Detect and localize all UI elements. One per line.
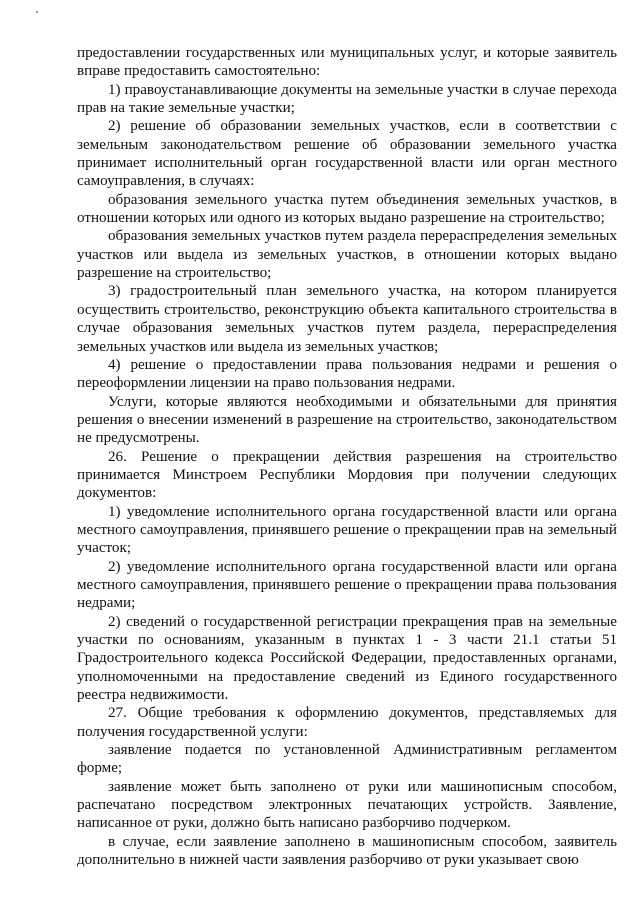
- paragraph-26-item-1: 1) уведомление исполнительного органа государственной власти или органа местного самоуправления, принявшего решение о прекращении прав на земельный участок;: [77, 503, 617, 557]
- paragraph-item-3: 3) градостроительный план земельного участка, на котором планируется осуществить строительство, реконструкцию объекта капитального строительства в случае образования земельных участков путем раздела, перераспределения земельных участков или выдела из земельных участков;: [77, 283, 617, 355]
- paragraph-26-item-2b: 2) сведений о государственной регистрации прекращения прав на земельные участки по основаниям, указанным в пунктах 1 - 3 части 21.1 статьи 51 Градостроительного кодекса Российской Федерации, предоставленных органами, уполномоченными на предоставление сведений из Единого государственного реестра недвижимости.: [77, 613, 617, 704]
- paragraph-27-typed: в случае, если заявление заполнено в машинописным способом, заявитель дополнительно в нижней части заявления разборчиво от руки указывает свою: [77, 833, 617, 869]
- scan-speck: [36, 11, 38, 13]
- paragraph-item-4: 4) решение о предоставлении права пользования недрами и решения о переоформлении лицензии на право пользования недрами.: [77, 356, 617, 392]
- paragraph-case-split: образования земельных участков путем раздела перераспределения земельных участков или выдела из земельных участков, в отношении которых выдано разрешение на строительство;: [77, 228, 617, 282]
- paragraph-item-2: 2) решение об образовании земельных участков, если в соответствии с земельным законодательством решение об образовании земельного участка принимает исполнительный орган государственной власти или орган местного самоуправления, в случаях:: [77, 118, 617, 190]
- paragraph-services: Услуги, которые являются необходимыми и обязательными для принятия решения о внесении изменений в разрешение на строительство, законодательством не предусмотрены.: [77, 393, 617, 447]
- paragraph-26-item-2: 2) уведомление исполнительного органа государственной власти или органа местного самоуправления, принявшего решение о прекращении права пользования недрами;: [77, 558, 617, 612]
- paragraph-section-26: 26. Решение о прекращении действия разрешения на строительство принимается Минстроем Республики Мордовия при получении следующих документов:: [77, 448, 617, 502]
- paragraph-section-27: 27. Общие требования к оформлению документов, представляемых для получения государственной услуги:: [77, 705, 617, 740]
- paragraph-27-form: заявление подается по установленной Административным регламентом форме;: [77, 742, 617, 777]
- paragraph-case-merge: образования земельного участка путем объединения земельных участков, в отношении которых или одного из которых выдано разрешение на строительство;: [77, 191, 617, 227]
- document-body: [77, 44, 617, 869]
- paragraph-item-1: 1) правоустанавливающие документы на земельные участки в случае перехода прав на такие земельные участки;: [77, 81, 617, 117]
- paragraph-27-filling: заявление может быть заполнено от руки или машинописным способом, распечатано посредством электронных печатающих устройств. Заявление, написанное от руки, должно быть написано разборчиво подчерком.: [77, 778, 617, 832]
- paragraph-continuation: предоставлении государственных или муниципальных услуг, и которые заявитель вправе предоставить самостоятельно:: [77, 45, 617, 80]
